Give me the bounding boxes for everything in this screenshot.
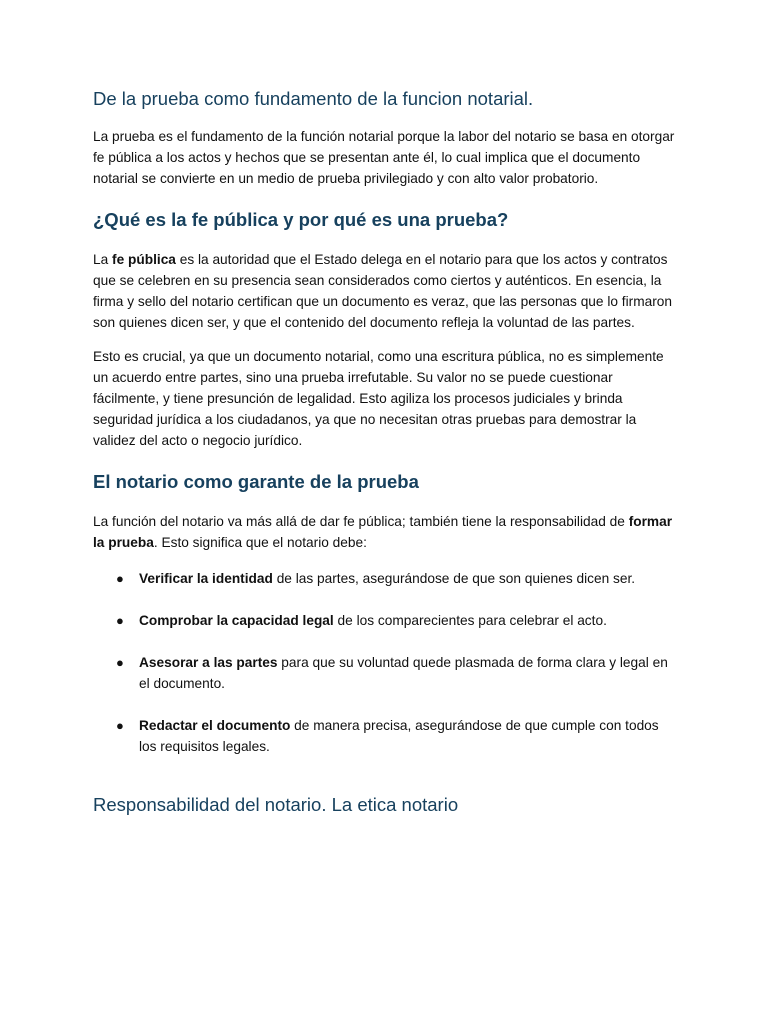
paragraph-text: La [93,252,113,267]
paragraph-documento-notarial: Esto es crucial, ya que un documento notarial, como una escritura pública, no es simplemente un acuerdo entre partes, sino una prueba irrefutable. Su valor no se puede cuestionar fácilmente, y tiene presunción de legalidad. Esto agiliza los procesos judiciales y brinda seguridad jurídica a los ciudadanos, ya que no necesitan otras pruebas para demostrar la validez del acto o negocio jurídico. [93,349,664,448]
list-item-bold: Asesorar a las partes [139,655,278,670]
list-item [93,610,675,631]
bullet-list [93,568,675,757]
list-item-bold: Comprobar la capacidad legal [139,613,334,628]
paragraph-funcion-notario [93,511,675,553]
list-item-text: de manera precisa, asegurándose de que cumple con todos los requisitos legales. [139,718,659,754]
paragraph-fe-publica [93,249,675,333]
list-item-bold: Redactar el documento [139,718,291,733]
list-item [93,568,675,589]
list-item [93,715,675,757]
list-item-text: para que su voluntad quede plasmada de forma clara y legal en el documento. [139,655,668,691]
heading-prueba-fundamento: De la prueba como fundamento de la funcion notarial. [93,88,534,109]
bullet-icon: ● [116,613,124,628]
bold-term-fe-publica: fe pública [112,252,176,267]
list-item [93,652,675,694]
heading-notario-garante: El notario como garante de la prueba [93,471,419,492]
bold-term-formar-prueba: formar la prueba [93,514,673,550]
paragraph-text: . Esto significa que el notario debe: [153,535,367,550]
list-item-text: de los comparecientes para celebrar el acto. [333,613,607,628]
bullet-icon: ● [116,571,124,586]
bullet-icon: ● [116,655,124,670]
heading-fe-publica: ¿Qué es la fe pública y por qué es una prueba? [93,209,509,230]
bullet-icon: ● [116,718,124,733]
heading-responsabilidad-notario: Responsabilidad del notario. La etica notario [93,794,459,815]
paragraph-prueba-fundamento: La prueba es el fundamento de la función notarial porque la labor del notario se basa en otorgar fe pública a los actos y hechos que se presentan ante él, lo cual implica que el documento notarial se convierte en un medio de prueba privilegiado y con alto valor probatorio. [93,129,675,186]
list-item-bold: Verificar la identidad [139,571,273,586]
paragraph-text: es la autoridad que el Estado delega en el notario para que los actos y contratos que se celebren en su presencia sean considerados como ciertos y auténticos. En esencia, la firma y sello del notario certifican que un documento es veraz, que las personas que lo firmaron son quienes dicen ser, y que el contenido del documento refleja la voluntad de las partes. [93,252,672,330]
list-item-text: de las partes, asegurándose de que son quienes dicen ser. [272,571,636,586]
paragraph-text: La función del notario va más allá de dar fe pública; también tiene la responsabilidad de [93,514,629,529]
